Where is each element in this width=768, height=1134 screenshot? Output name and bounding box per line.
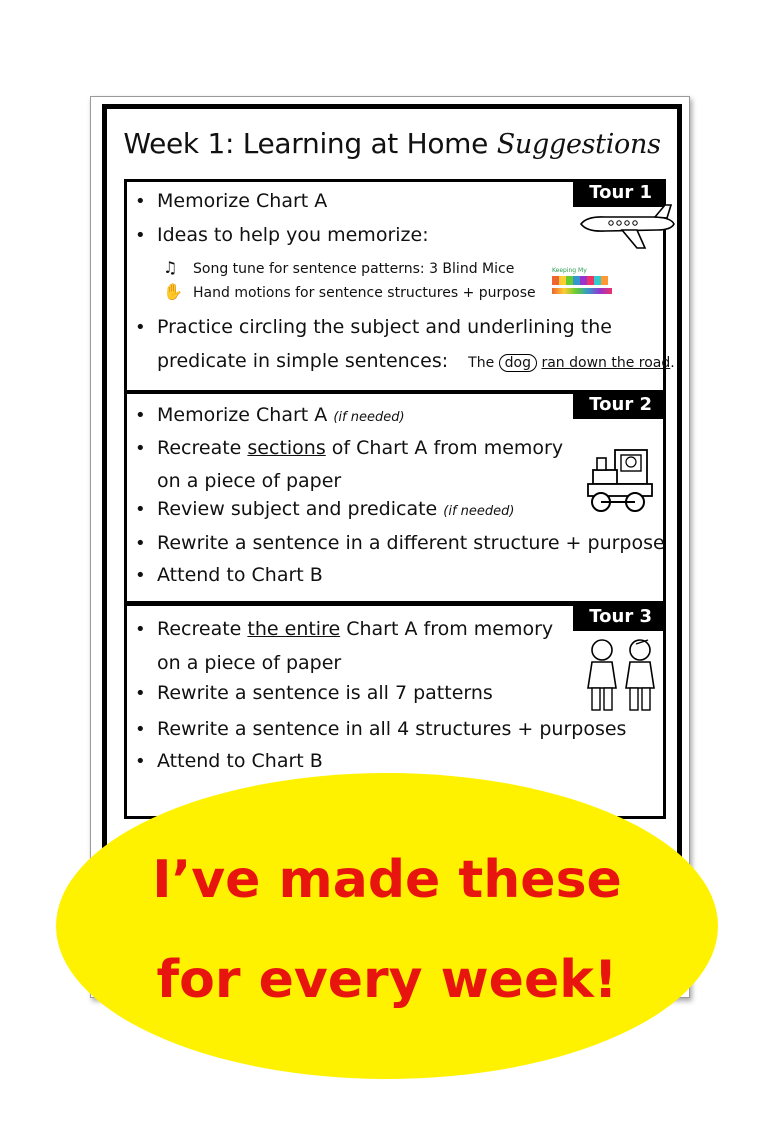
tour-3-item: • Recreate the entire Chart A from memory xyxy=(135,618,554,640)
title-main: Week 1: Learning at Home xyxy=(123,127,489,160)
tour-1-subitem: ♫ Song tune for sentence patterns: 3 Blind Mice xyxy=(163,258,515,277)
tour-1-tag: Tour 1 xyxy=(573,179,666,207)
tour-3-tag: Tour 3 xyxy=(573,603,666,631)
tour-2-item: • Rewrite a sentence in a different structure + purpose xyxy=(135,532,665,554)
tour-1-item: • Memorize Chart A xyxy=(135,190,328,212)
kiddobusy-logo: Keeping My xyxy=(552,267,612,297)
tour-1-item: • Ideas to help you memorize: xyxy=(135,224,429,246)
bullet-icon: • xyxy=(135,619,146,640)
airplane-icon xyxy=(577,202,677,252)
tour-2-item: • Attend to Chart B xyxy=(135,564,323,586)
bullet-icon: • xyxy=(135,317,146,338)
tour-3-item: • Rewrite a sentence is all 7 patterns xyxy=(135,682,493,704)
page-title xyxy=(107,127,677,160)
tour-3-item: • Attend to Chart B xyxy=(135,750,323,772)
bullet-icon: • xyxy=(135,499,146,520)
tour-1-section xyxy=(124,179,675,393)
tour-3-item-continued: on a piece of paper xyxy=(157,652,342,674)
bullet-icon: • xyxy=(135,405,146,426)
tour-2-section xyxy=(124,391,666,604)
bullet-icon: • xyxy=(135,751,146,772)
bullet-icon: • xyxy=(135,565,146,586)
bullet-icon: • xyxy=(135,225,146,246)
example-sentence: The dog ran down the road. xyxy=(468,355,675,371)
bullet-icon: • xyxy=(135,683,146,704)
underlined-predicate: ran down the road xyxy=(541,355,671,371)
tour-3-item: • Rewrite a sentence in all 4 structures + purposes xyxy=(135,718,627,740)
callout-line-1: I’ve made these xyxy=(152,850,622,910)
tour-2-item: • Memorize Chart A (if needed) xyxy=(135,404,405,426)
tour-1-item: • Practice circling the subject and underlining the xyxy=(135,316,612,338)
tour-2-item: • Review subject and predicate (if needed) xyxy=(135,498,515,520)
bullet-icon: • xyxy=(135,191,146,212)
bullet-icon: • xyxy=(135,438,146,459)
music-notes-icon: ♫ xyxy=(163,258,178,277)
hand-icon: ✋ xyxy=(163,282,183,301)
bullet-icon: • xyxy=(135,719,146,740)
tour-2-item: • Recreate sections of Chart A from memory xyxy=(135,437,564,459)
kids-icon xyxy=(582,636,662,716)
tour-1-item-continued: predicate in simple sentences: The dog ran down the road. xyxy=(157,350,675,372)
callout-text xyxy=(56,830,718,1030)
callout-line-2: for every week! xyxy=(156,950,618,1010)
title-script: Suggestions xyxy=(496,129,661,160)
train-icon xyxy=(585,444,655,516)
bullet-icon: • xyxy=(135,533,146,554)
tour-2-tag: Tour 2 xyxy=(573,391,666,419)
tour-2-item-continued: on a piece of paper xyxy=(157,470,342,492)
circled-subject: dog xyxy=(499,354,537,372)
tour-1-subitem: ✋ Hand motions for sentence structures + purpose xyxy=(163,282,536,301)
